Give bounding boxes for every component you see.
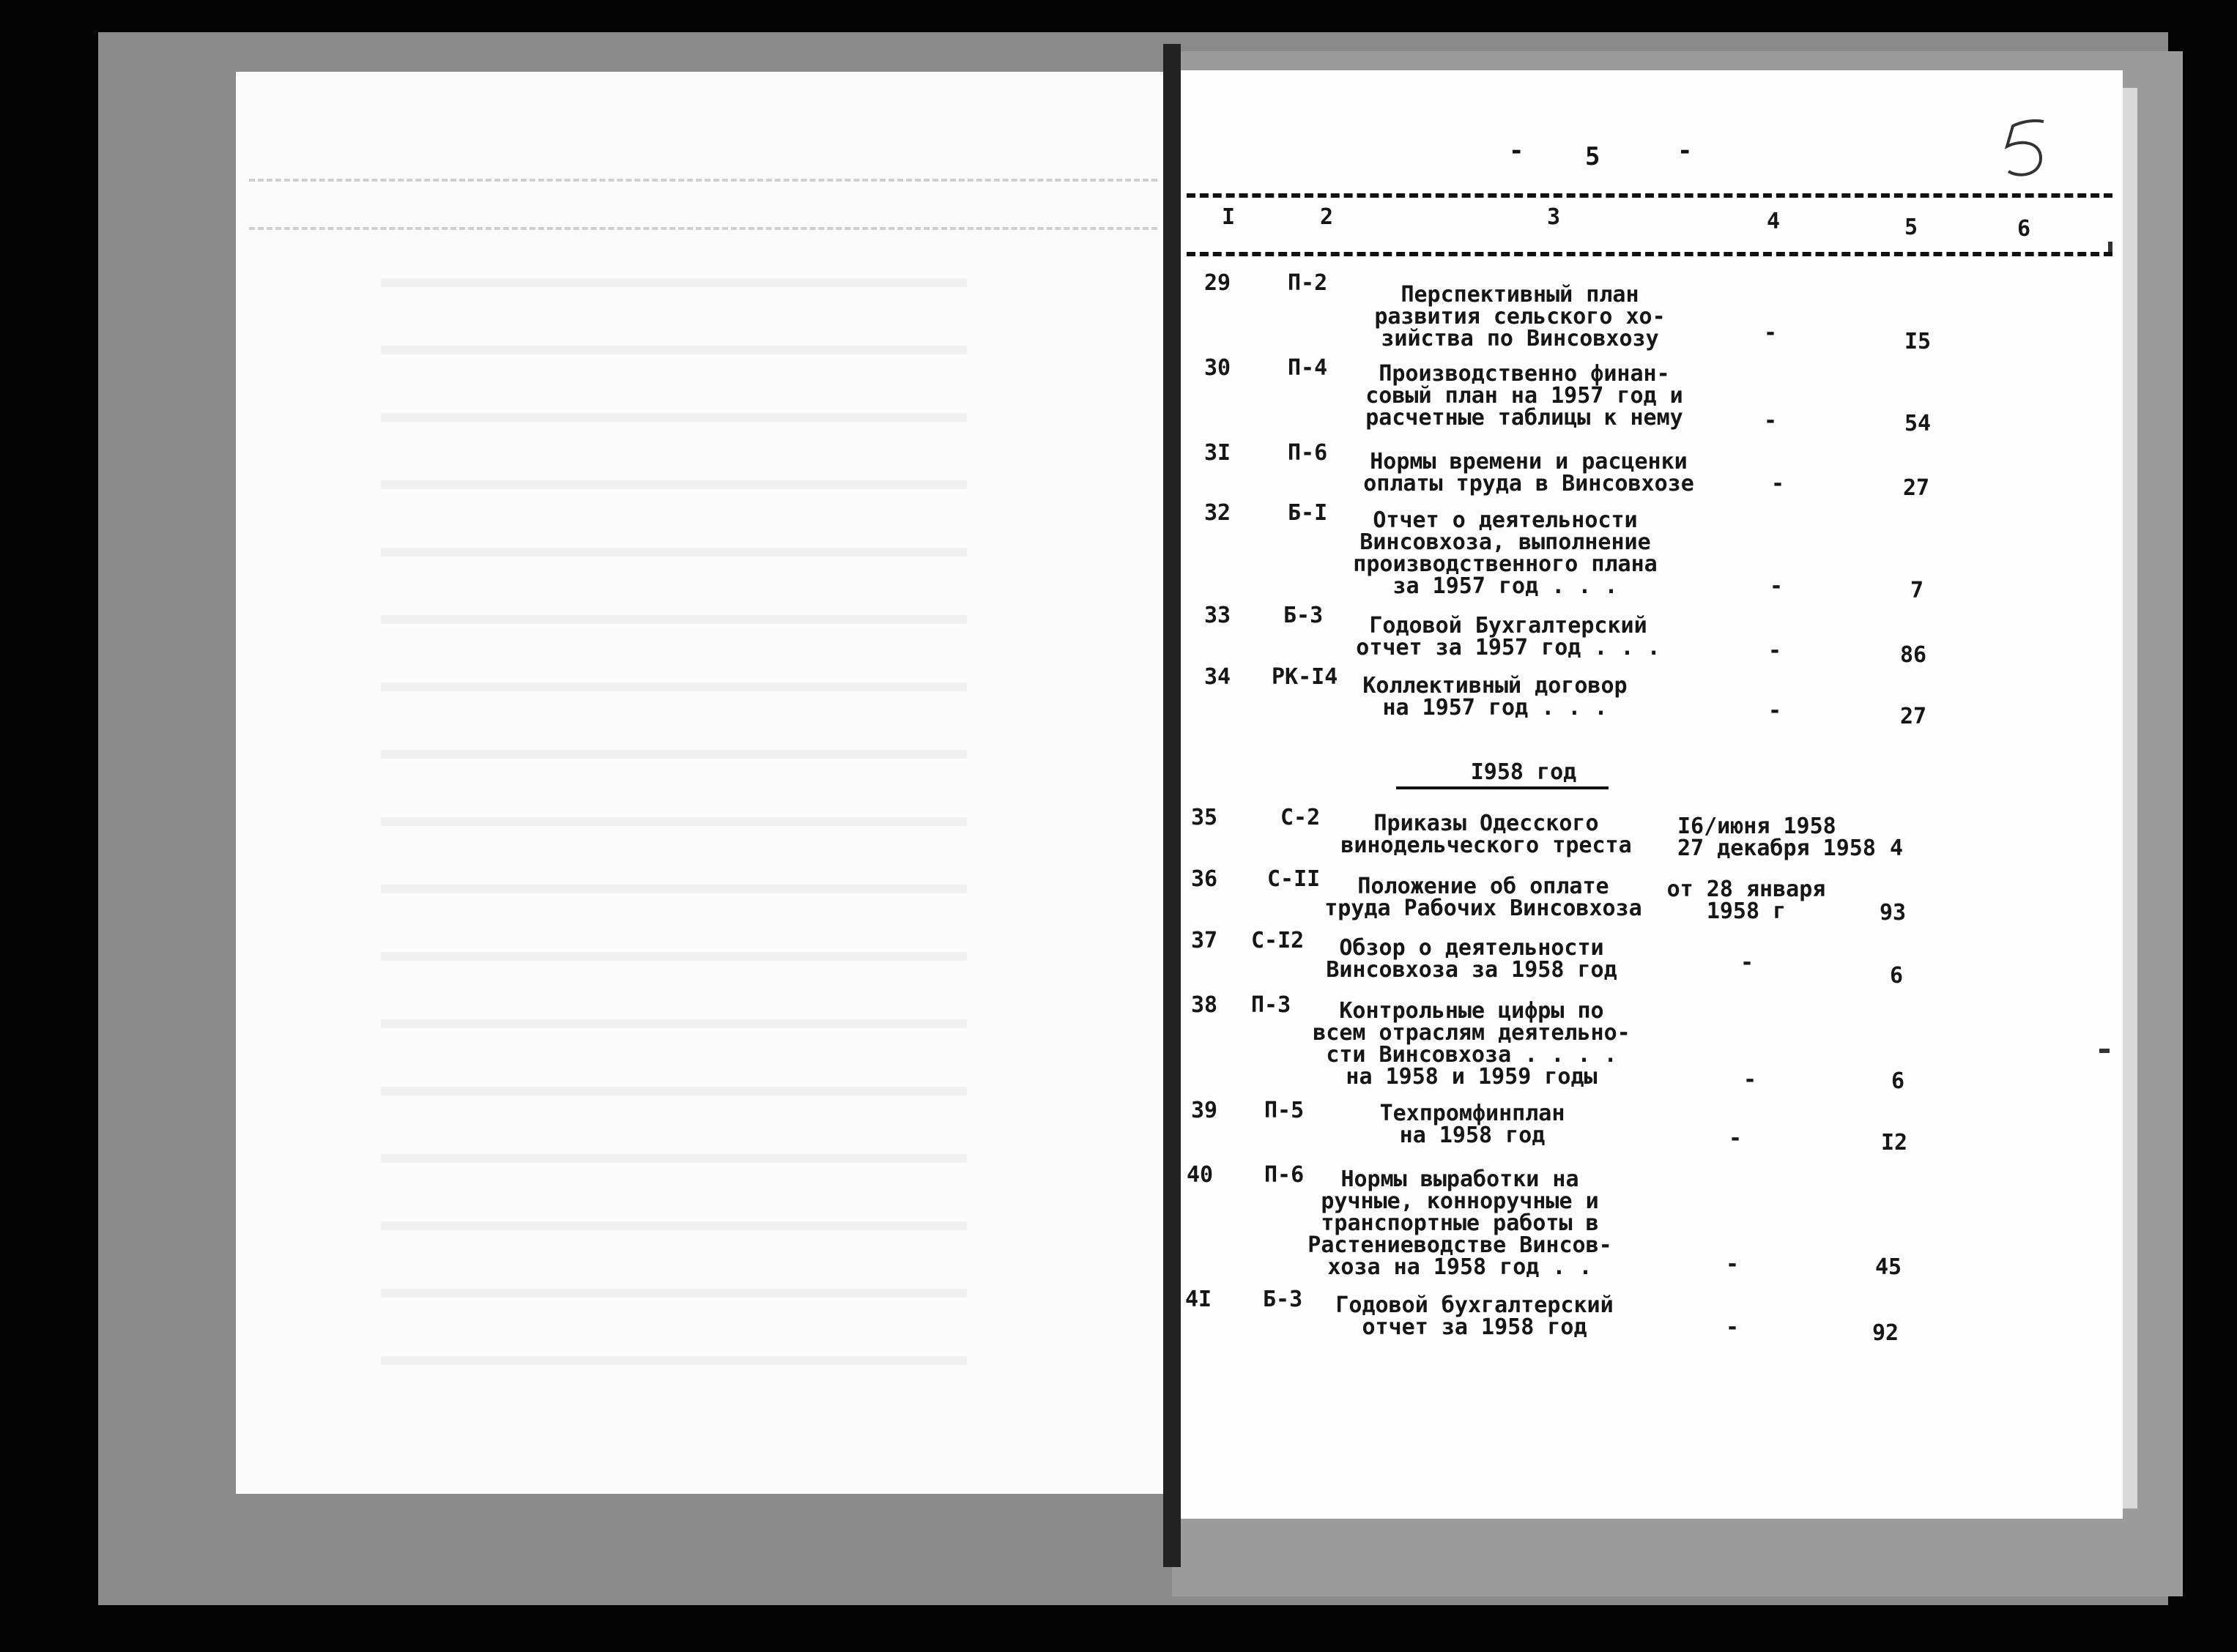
row-pages: 92 bbox=[1872, 1320, 1899, 1346]
row-date: - bbox=[1743, 1067, 1757, 1093]
row-pages: 27 bbox=[1903, 475, 1930, 501]
row-code: П-6 bbox=[1264, 1162, 1305, 1188]
year-heading-underline bbox=[1396, 786, 1609, 789]
row-number: 37 bbox=[1191, 928, 1218, 953]
column-header-4: 4 bbox=[1767, 209, 1781, 234]
row-pages: 4 bbox=[1890, 836, 1904, 861]
row-pages: 27 bbox=[1900, 704, 1927, 729]
row-description: Контрольные цифры по всем отраслям деятельно- сти Винсовхоза . . . . на 1958 и 1959 годы bbox=[1313, 998, 1631, 1090]
row-description: Перспективный план развития сельского хо- зийства по Винсовхозу bbox=[1374, 282, 1666, 351]
column-header-6: 6 bbox=[2017, 216, 2031, 242]
row-date: - bbox=[1764, 320, 1778, 346]
row-number: 40 bbox=[1187, 1162, 1214, 1188]
ghost-text-block bbox=[381, 249, 967, 1421]
row-number: 3I bbox=[1204, 440, 1231, 466]
row-pages: 93 bbox=[1880, 900, 1907, 926]
margin-tick bbox=[2099, 1049, 2110, 1053]
row-date: - bbox=[1768, 698, 1782, 723]
row-number: 33 bbox=[1204, 603, 1231, 628]
row-number: 35 bbox=[1191, 805, 1218, 830]
row-date: - bbox=[1740, 950, 1754, 975]
row-code: П-5 bbox=[1264, 1098, 1305, 1123]
row-date: от 28 января 1958 г bbox=[1666, 877, 1826, 924]
row-code: РК-I4 bbox=[1272, 664, 1338, 690]
ghost-rule bbox=[249, 227, 1157, 230]
row-code: Б-3 bbox=[1263, 1287, 1303, 1312]
row-description: Производственно финан- совый план на 1957 год и расчетные таблицы к нему bbox=[1365, 361, 1683, 431]
book-gutter bbox=[1163, 44, 1181, 1567]
row-number: 32 bbox=[1204, 500, 1231, 526]
row-date: - bbox=[1729, 1125, 1743, 1151]
row-date: - bbox=[1770, 573, 1784, 599]
column-header-3: 3 bbox=[1547, 204, 1561, 230]
row-number: 39 bbox=[1191, 1098, 1218, 1123]
margin-tick bbox=[2108, 242, 2112, 252]
row-pages: 6 bbox=[1890, 963, 1904, 989]
row-description: Коллективный договор на 1957 год . . . bbox=[1362, 673, 1628, 721]
row-code: Б-3 bbox=[1283, 603, 1324, 628]
row-description: Приказы Одесского винодельческого треста bbox=[1340, 811, 1632, 858]
column-header-2: 2 bbox=[1320, 204, 1334, 230]
row-date: - bbox=[1771, 471, 1785, 496]
row-pages: 7 bbox=[1910, 578, 1924, 603]
page-mark-right: - bbox=[1677, 136, 1693, 165]
row-description: Нормы выработки на ручные, конноручные и транспортные работы в Растениеводстве Винсов- хоза на 1958 год . . bbox=[1307, 1167, 1612, 1280]
row-date: I6/июня 1958 27 декабря 1958 bbox=[1677, 814, 1876, 861]
row-date: - bbox=[1726, 1251, 1740, 1277]
row-code: Б-I bbox=[1288, 500, 1328, 526]
row-date: - bbox=[1768, 638, 1782, 663]
row-pages: 6 bbox=[1891, 1068, 1905, 1094]
row-number: 29 bbox=[1204, 270, 1231, 296]
row-number: 4I bbox=[1185, 1287, 1212, 1312]
page-edge bbox=[2123, 88, 2137, 1508]
row-description: Отчет о деятельности Винсовхоза, выполнение производственного плана за 1957 год . . . bbox=[1353, 507, 1658, 599]
row-pages: 54 bbox=[1904, 411, 1932, 436]
row-pages: 86 bbox=[1900, 642, 1927, 668]
row-number: 34 bbox=[1204, 664, 1231, 690]
row-code: П-4 bbox=[1288, 355, 1328, 381]
row-description: Годовой Бухгалтерский отчет за 1957 год . . . bbox=[1356, 613, 1661, 661]
header-rule-top bbox=[1187, 193, 2112, 198]
ghost-rule bbox=[249, 179, 1157, 182]
row-code: С-II bbox=[1267, 866, 1321, 892]
year-heading: I958 год bbox=[1470, 759, 1577, 785]
row-pages: I2 bbox=[1881, 1130, 1908, 1156]
row-code: П-2 bbox=[1288, 270, 1328, 296]
page-mark-left: - bbox=[1509, 136, 1524, 165]
row-number: 36 bbox=[1191, 866, 1218, 892]
row-description: Техпромфинплан на 1958 год bbox=[1379, 1101, 1565, 1148]
row-pages: I5 bbox=[1904, 329, 1932, 354]
column-header-1: I bbox=[1222, 204, 1236, 230]
row-description: Обзор о деятельности Винсовхоза за 1958 год bbox=[1326, 935, 1617, 983]
row-code: С-I2 bbox=[1251, 928, 1305, 953]
row-description: Нормы времени и расценки оплаты труда в Винсовхозе bbox=[1363, 449, 1694, 496]
row-number: 30 bbox=[1204, 355, 1231, 381]
row-code: С-2 bbox=[1280, 805, 1321, 830]
row-pages: 45 bbox=[1875, 1254, 1902, 1280]
page-number: 5 bbox=[1585, 142, 1600, 171]
header-rule-bottom bbox=[1187, 252, 2112, 256]
row-date: - bbox=[1764, 408, 1778, 434]
row-date: - bbox=[1726, 1314, 1740, 1340]
row-number: 38 bbox=[1191, 992, 1218, 1018]
handwritten-page-number bbox=[2000, 117, 2051, 183]
row-description: Положение об оплате труда Рабочих Винсовхоза bbox=[1324, 874, 1642, 921]
column-header-5: 5 bbox=[1904, 215, 1918, 240]
row-code: П-6 bbox=[1288, 440, 1328, 466]
row-code: П-3 bbox=[1251, 992, 1291, 1018]
row-description: Годовой бухгалтерский отчет за 1958 год bbox=[1335, 1292, 1614, 1340]
